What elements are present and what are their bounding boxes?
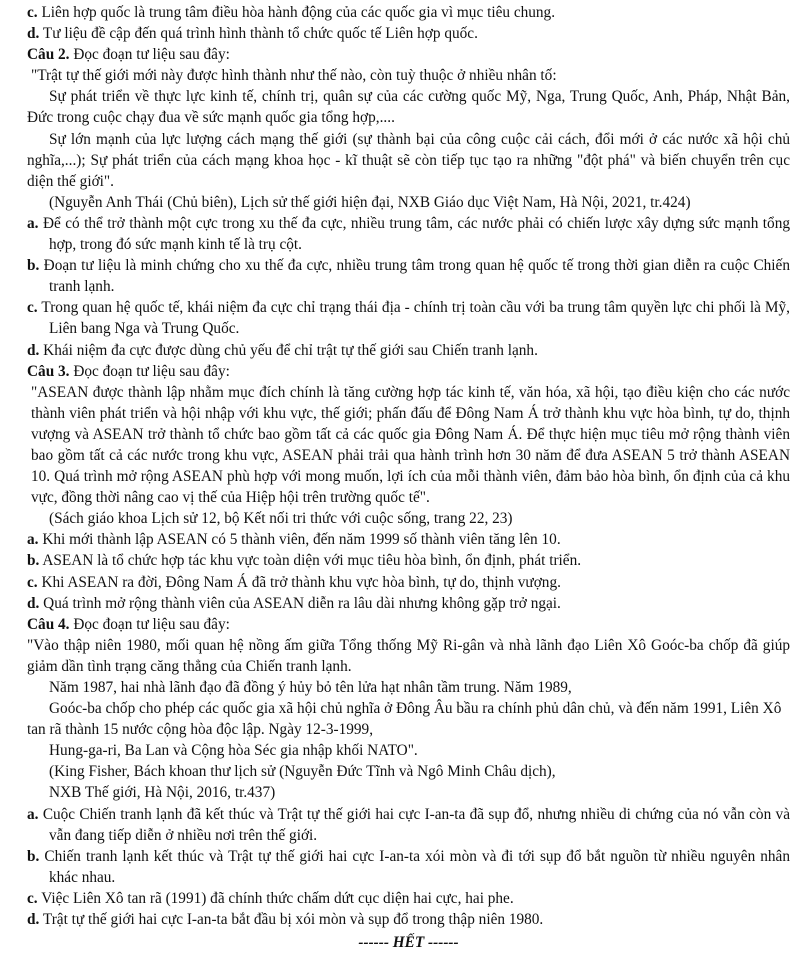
option-label: a. (27, 531, 39, 549)
option-label: b. (27, 257, 40, 275)
option-text: Trật tự thế giới hai cực I-an-ta bắt đầu bị xói mòn và sụp đổ trong thập niên 1980. (42, 911, 544, 929)
q2-option-d (27, 340, 790, 361)
q2-option-c (27, 297, 790, 339)
question-intro: Đọc đoạn tư liệu sau đây: (73, 362, 230, 380)
option-text: Tư liệu đề cập đến quá trình hình thành tổ chức quốc tế Liên hợp quốc. (42, 25, 478, 43)
end-marker: ------ HẾT ------ (358, 934, 459, 952)
option-label: c. (27, 299, 38, 317)
q4-quote-line-2: Goóc-ba chốp cho phép các quốc gia xã hội chủ nghĩa ở Đông Âu bầu ra chính phủ dân chủ, và đến năm 1991, Liên Xô tan rã thành 15 nước cộng hòa độc lập. Ngày 12-3-1999, (27, 700, 782, 739)
q2-option-a (27, 213, 790, 255)
option-text: Cuộc Chiến tranh lạnh đã kết thúc và Trật tự thế giới hai cực I-an-ta đã sụp đổ, nhưng nhiều di chứng của nó vẫn còn và vẫn đang tiếp diễn ở nhiều nơi trên thế giới. (42, 805, 790, 844)
q3-option-a (27, 529, 790, 550)
q4-quote-first: "Vào thập niên 1980, mối quan hệ nồng ấm giữa Tổng thống Mỹ Ri-gân và nhà lãnh đạo Liên Xô Goóc-ba chốp đã giúp giảm dần tình trạng căng thẳng của Chiến tranh lạnh. (27, 636, 790, 675)
q3-option-c (27, 572, 790, 593)
option-text: Trong quan hệ quốc tế, khái niệm đa cực chỉ trạng thái địa - chính trị toàn cầu với ba trung tâm quyền lực chi phối là Mỹ, Liên bang Nga và Trung Quốc. (41, 299, 790, 338)
q4-option-d (27, 909, 790, 930)
option-text: Khi ASEAN ra đời, Đông Nam Á đã trở thành khu vực hòa bình, tự do, thịnh vượng. (41, 573, 561, 591)
option-label: a. (27, 805, 39, 823)
q1-option-d (27, 23, 790, 44)
option-text: Khái niệm đa cực được dùng chủ yếu để chỉ trật tự thế giới sau Chiến tranh lạnh. (43, 341, 538, 359)
option-text: Khi mới thành lập ASEAN có 5 thành viên, đến năm 1999 số thành viên tăng lên 10. (42, 531, 561, 549)
question-number: Câu 2. (27, 46, 70, 64)
option-label: c. (27, 889, 38, 907)
option-text: Quá trình mở rộng thành viên của ASEAN diễn ra lâu dài nhưng không gặp trở ngại. (43, 594, 561, 612)
q3-quote: "ASEAN được thành lập nhằm mục đích chính là tăng cường hợp tác kinh tế, văn hóa, xã hội, tạo điều kiện cho các nước thành viên phát triển và hội nhập với khu vực, thế giới; phấn đấu để Đông Nam Á trở thành khu vực hòa bình, tự do, thịnh vượng và ASEAN trở thành tổ chức bao gồm tất cả các quốc gia Đông Nam Á. Để thực hiện mục tiêu mở rộng thành viên bao gồm tất cả các nước trong khu vực, ASEAN phải trải qua hành trình hơn 30 năm để đưa ASEAN 5 trở thành ASEAN 10. Quá trình mở rộng ASEAN phù hợp với mong muốn, lợi ích của mỗi thành viên, đảm bảo hòa bình, ổn định của cả khu vực, đồng thời nâng cao vị thế của Hiệp hội trên trường quốc tế". (31, 383, 790, 507)
q4-quote-line-3: Hung-ga-ri, Ba Lan và Cộng hòa Séc gia nhập khối NATO". (49, 742, 418, 760)
q2-option-b (27, 255, 790, 297)
option-text: Việc Liên Xô tan rã (1991) đã chính thức chấm dứt cục diện hai cực, hai phe. (41, 889, 514, 907)
option-text: Để có thể trở thành một cực trong xu thế đa cực, nhiều trung tâm, các nước phải có chiến lược xây dựng sức mạnh tổng hợp, trong đó sức mạnh kinh tế là trụ cột. (42, 214, 790, 254)
question-number: Câu 4. (27, 615, 70, 633)
q2-quote-line-3: Sự lớn mạnh của lực lượng cách mạng thế giới (sự thành bại của công cuộc cải cách, đổi mới ở các nước xã hội chủ nghĩa,...); Sự phát triển của cách mạng khoa học - kĩ thuật sẽ còn tiếp tục tạo ra những "đột phá" và biến chuyển trên cục diện thế giới". (27, 130, 790, 190)
q3-option-d (27, 593, 790, 614)
option-label: d. (27, 594, 40, 612)
q2-quote-line-1: "Trật tự thế giới mới này được hình thành như thế nào, còn tuỳ thuộc ở nhiều nhân tố: (31, 67, 557, 85)
q4-option-b (27, 846, 790, 888)
option-label: d. (27, 911, 40, 929)
q3-heading (27, 361, 790, 382)
q4-source-line-2: NXB Thế giới, Hà Nội, 2016, tr.437) (49, 784, 276, 802)
option-label: c. (27, 573, 38, 591)
q2-quote-line-2: Sự phát triển về thực lực kinh tế, chính trị, quân sự của các cường quốc Mỹ, Nga, Trung Quốc, Anh, Pháp, Nhật Bản, Đức trong cuộc chạy đua về sức mạnh quốc gia tổng hợp,.... (27, 88, 790, 127)
option-text: ASEAN là tổ chức hợp tác khu vực toàn diện với mục tiêu hòa bình, ổn định, phát triển. (42, 552, 582, 570)
option-label: b. (27, 552, 40, 570)
option-label: d. (27, 341, 40, 359)
option-text: Liên hợp quốc là trung tâm điều hòa hành động của các quốc gia vì mục tiêu chung. (41, 4, 556, 21)
option-label: d. (27, 25, 40, 43)
q4-option-a (27, 804, 790, 846)
option-text: Đoạn tư liệu là minh chứng cho xu thế đa cực, nhiều trung tâm trong quan hệ quốc tế trong thời gian diễn ra cuộc Chiến tranh lạnh. (43, 257, 790, 296)
q4-source-line-1: (King Fisher, Bách khoan thư lịch sử (Nguyễn Đức Tĩnh và Ngô Minh Châu dịch), (49, 763, 556, 781)
q2-heading (27, 44, 790, 65)
q4-quote-line-1: Năm 1987, hai nhà lãnh đạo đã đồng ý hủy bỏ tên lửa hạt nhân tầm trung. Năm 1989, (49, 679, 572, 696)
q2-source: (Nguyễn Anh Thái (Chủ biên), Lịch sử thế giới hiện đại, NXB Giáo dục Việt Nam, Hà Nội, 2021, tr.424) (49, 193, 691, 211)
q4-heading (27, 614, 790, 635)
q3-source: (Sách giáo khoa Lịch sử 12, bộ Kết nối tri thức với cuộc sống, trang 22, 23) (49, 510, 513, 528)
option-label: c. (27, 4, 38, 21)
option-text: Chiến tranh lạnh kết thúc và Trật tự thế giới hai cực I-an-ta xói mòn và đi tới sụp đổ bắt nguồn từ nhiều nguyên nhân khác nhau. (44, 847, 790, 886)
option-label: b. (27, 847, 40, 865)
q1-option-c (27, 2, 790, 23)
question-number: Câu 3. (27, 362, 70, 380)
q4-option-c (27, 888, 790, 909)
q3-option-b (27, 550, 790, 571)
question-intro: Đọc đoạn tư liệu sau đây: (73, 46, 230, 64)
option-label: a. (27, 214, 39, 232)
question-intro: Đọc đoạn tư liệu sau đây: (73, 615, 230, 633)
